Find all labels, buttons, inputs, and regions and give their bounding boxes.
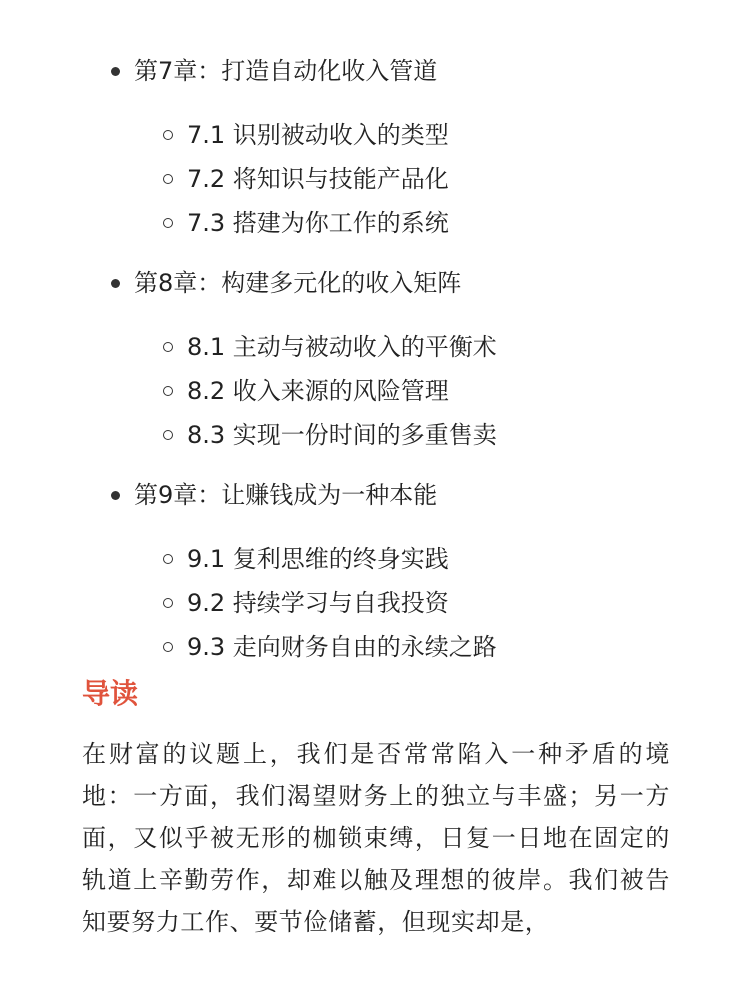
toc-section-9-2 (82, 581, 668, 625)
section-title: 8.3 实现一份时间的多重售卖 (187, 421, 497, 449)
hollow-bullet-icon (163, 554, 173, 564)
hollow-bullet-icon (163, 174, 173, 184)
toc-section-8-3 (82, 413, 668, 457)
table-of-contents (82, 0, 668, 669)
toc-chapter-8 (82, 261, 668, 457)
hollow-bullet-icon (163, 386, 173, 396)
toc-chapter-7 (82, 49, 668, 245)
section-title: 7.2 将知识与技能产品化 (187, 165, 449, 193)
hollow-bullet-icon (163, 598, 173, 608)
toc-section-7-2 (82, 157, 668, 201)
hollow-bullet-icon (163, 130, 173, 140)
chapter-title: 第7章：打造自动化收入管道 (134, 57, 438, 85)
chapter-title: 第8章：构建多元化的收入矩阵 (134, 269, 462, 297)
section-title: 8.1 主动与被动收入的平衡术 (187, 333, 497, 361)
section-list (82, 517, 668, 669)
hollow-bullet-icon (163, 642, 173, 652)
section-title: 9.1 复利思维的终身实践 (187, 545, 449, 573)
hollow-bullet-icon (163, 430, 173, 440)
section-title: 9.2 持续学习与自我投资 (187, 589, 449, 617)
filled-bullet-icon (111, 491, 120, 500)
toc-section-7-1 (82, 113, 668, 157)
section-title: 9.3 走向财务自由的永续之路 (187, 633, 497, 661)
toc-section-9-1 (82, 537, 668, 581)
hollow-bullet-icon (163, 218, 173, 228)
toc-chapter-9 (82, 473, 668, 669)
chapter-title: 第9章：让赚钱成为一种本能 (134, 481, 438, 509)
hollow-bullet-icon (163, 342, 173, 352)
toc-section-9-3 (82, 625, 668, 669)
toc-section-7-3 (82, 201, 668, 245)
intro-heading: 导读 (82, 677, 139, 710)
toc-section-8-2 (82, 369, 668, 413)
filled-bullet-icon (111, 67, 120, 76)
intro-paragraph: 在财富的议题上，我们是否常常陷入一种矛盾的境地：一方面，我们渴望财务上的独立与丰盛；另一方面，又似乎被无形的枷锁束缚，日复一日地在固定的轨道上辛勤劳作，却难以触及理想的彼岸。我们被告知要努力工作、要节俭储蓄，但现实却是， (82, 740, 670, 936)
section-title: 8.2 收入来源的风险管理 (187, 377, 449, 405)
section-title: 7.1 识别被动收入的类型 (187, 121, 449, 149)
toc-section-8-1 (82, 325, 668, 369)
filled-bullet-icon (111, 279, 120, 288)
section-list (82, 305, 668, 457)
section-list (82, 93, 668, 245)
section-title: 7.3 搭建为你工作的系统 (187, 209, 449, 237)
